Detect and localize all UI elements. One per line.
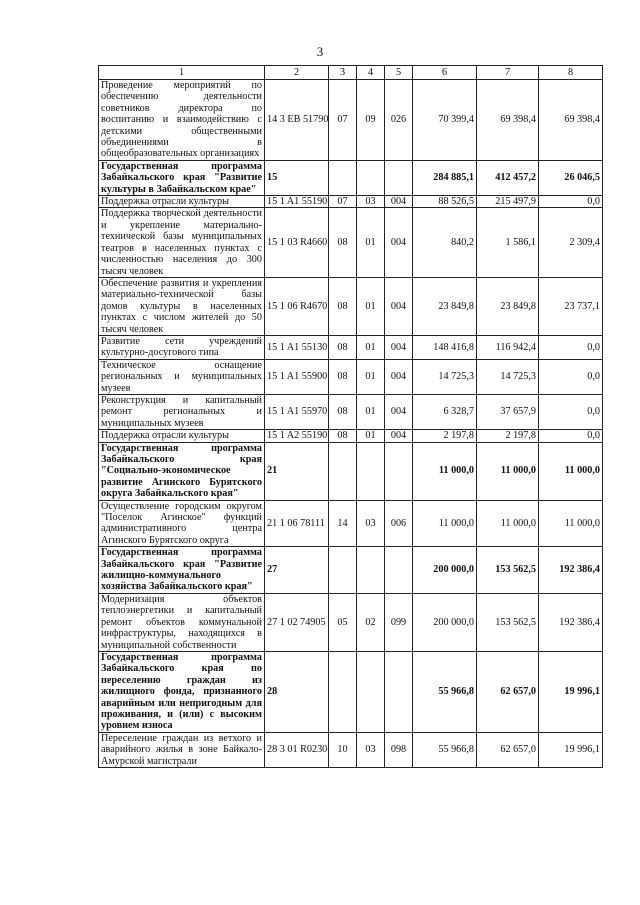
row-section-cell: 08 <box>329 394 357 429</box>
row-name-cell: Осуществление городским округом "Поселок Агинское" функций административного центра Агинского Бурятского округа <box>99 500 265 547</box>
row-name-cell: Государственная программа Забайкальского края "Развитие жилищно-коммунального хозяйства Забайкальского края" <box>99 547 265 594</box>
row-section-cell: 08 <box>329 359 357 394</box>
row-expense-type-cell: 004 <box>385 335 413 359</box>
table-row <box>99 160 603 195</box>
table-row <box>99 196 603 208</box>
row-expense-type-cell: 004 <box>385 208 413 277</box>
row-expense-type-cell: 099 <box>385 593 413 651</box>
row-expense-type-cell <box>385 160 413 195</box>
row-expense-type-cell: 004 <box>385 359 413 394</box>
row-section-cell <box>329 547 357 594</box>
row-value-cell: 215 497,9 <box>477 196 539 208</box>
row-section-cell: 08 <box>329 430 357 442</box>
row-code-cell: 15 1 A2 55190 <box>265 430 329 442</box>
table-row <box>99 277 603 335</box>
row-name-cell: Развитие сети учреждений культурно-досугового типа <box>99 335 265 359</box>
table-row <box>99 335 603 359</box>
column-header: 2 <box>265 66 329 80</box>
row-code-cell: 15 1 A1 55190 <box>265 196 329 208</box>
row-value-cell: 19 996,1 <box>539 732 603 767</box>
row-value-cell: 14 725,3 <box>413 359 477 394</box>
row-code-cell: 27 <box>265 547 329 594</box>
row-code-cell: 15 1 06 R4670 <box>265 277 329 335</box>
row-expense-type-cell <box>385 651 413 732</box>
row-name-cell: Поддержка творческой деятельности и укрепление материально-технической базы муниципальных театров в населенных пунктах с численностью населения до 300 тысяч человек <box>99 208 265 277</box>
row-subsection-cell <box>357 547 385 594</box>
row-expense-type-cell: 004 <box>385 277 413 335</box>
row-name-cell: Обеспечение развития и укрепления материально-технической базы домов культуры в населенных пунктах с числом жителей до 50 тысяч человек <box>99 277 265 335</box>
row-section-cell: 10 <box>329 732 357 767</box>
row-value-cell: 37 657,9 <box>477 394 539 429</box>
table-row <box>99 593 603 651</box>
row-section-cell: 05 <box>329 593 357 651</box>
table-row <box>99 500 603 547</box>
row-name-cell: Реконструкция и капитальный ремонт региональных и муниципальных музеев <box>99 394 265 429</box>
row-expense-type-cell: 098 <box>385 732 413 767</box>
row-value-cell: 0,0 <box>539 394 603 429</box>
row-name-cell: Государственная программа Забайкальского края "Развитие культуры в Забайкальском крае" <box>99 160 265 195</box>
row-section-cell <box>329 160 357 195</box>
row-value-cell: 55 966,8 <box>413 732 477 767</box>
row-value-cell: 2 197,8 <box>477 430 539 442</box>
row-value-cell: 11 000,0 <box>539 500 603 547</box>
row-expense-type-cell: 004 <box>385 430 413 442</box>
row-name-cell: Поддержка отрасли культуры <box>99 196 265 208</box>
row-name-cell: Проведение мероприятий по обеспечению деятельности советников директора по воспитанию и взаимодействию с детскими общественными объединениями в общеобразовательных организациях <box>99 80 265 161</box>
table-row <box>99 547 603 594</box>
row-value-cell: 200 000,0 <box>413 547 477 594</box>
column-header: 4 <box>357 66 385 80</box>
row-name-cell: Поддержка отрасли культуры <box>99 430 265 442</box>
row-subsection-cell <box>357 442 385 500</box>
row-value-cell: 11 000,0 <box>413 500 477 547</box>
row-code-cell: 21 <box>265 442 329 500</box>
row-value-cell: 62 657,0 <box>477 732 539 767</box>
row-value-cell: 26 046,5 <box>539 160 603 195</box>
row-code-cell: 14 3 EB 51790 <box>265 80 329 161</box>
row-value-cell: 153 562,5 <box>477 593 539 651</box>
row-section-cell <box>329 651 357 732</box>
row-value-cell: 69 398,4 <box>477 80 539 161</box>
row-value-cell: 23 849,8 <box>413 277 477 335</box>
row-code-cell: 21 1 06 78111 <box>265 500 329 547</box>
row-code-cell: 27 1 02 74905 <box>265 593 329 651</box>
row-expense-type-cell <box>385 442 413 500</box>
table-row <box>99 80 603 161</box>
row-subsection-cell: 09 <box>357 80 385 161</box>
row-section-cell: 14 <box>329 500 357 547</box>
page-number: 3 <box>316 44 324 59</box>
table-row <box>99 359 603 394</box>
column-header: 8 <box>539 66 603 80</box>
row-section-cell <box>329 442 357 500</box>
row-value-cell: 1 586,1 <box>477 208 539 277</box>
row-value-cell: 11 000,0 <box>413 442 477 500</box>
row-name-cell: Государственная программа Забайкальского края по переселению граждан из жилищного фонда, признанного аварийным или непригодным для проживания, и (или) с высоким уровнем износа <box>99 651 265 732</box>
table-row <box>99 651 603 732</box>
row-code-cell: 15 1 A1 55130 <box>265 335 329 359</box>
row-value-cell: 840,2 <box>413 208 477 277</box>
row-subsection-cell <box>357 651 385 732</box>
row-name-cell: Переселение граждан из ветхого и аварийного жилья в зоне Байкало-Амурской магистрали <box>99 732 265 767</box>
row-value-cell: 88 526,5 <box>413 196 477 208</box>
row-subsection-cell: 01 <box>357 359 385 394</box>
row-value-cell: 19 996,1 <box>539 651 603 732</box>
table-row <box>99 208 603 277</box>
row-section-cell: 07 <box>329 80 357 161</box>
row-value-cell: 69 398,4 <box>539 80 603 161</box>
row-value-cell: 11 000,0 <box>477 442 539 500</box>
table-row <box>99 394 603 429</box>
row-name-cell: Модернизация объектов теплоэнергетики и капитальный ремонт объектов коммунальной инфраструктуры, находящихся в муниципальной собственности <box>99 593 265 651</box>
row-subsection-cell: 01 <box>357 394 385 429</box>
row-value-cell: 2 197,8 <box>413 430 477 442</box>
row-subsection-cell: 01 <box>357 335 385 359</box>
row-subsection-cell: 03 <box>357 732 385 767</box>
row-section-cell: 08 <box>329 335 357 359</box>
row-expense-type-cell: 006 <box>385 500 413 547</box>
row-value-cell: 192 386,4 <box>539 593 603 651</box>
row-code-cell: 15 1 A1 55900 <box>265 359 329 394</box>
row-value-cell: 192 386,4 <box>539 547 603 594</box>
row-subsection-cell: 02 <box>357 593 385 651</box>
table-row <box>99 430 603 442</box>
row-subsection-cell: 01 <box>357 277 385 335</box>
row-value-cell: 0,0 <box>539 335 603 359</box>
row-name-cell: Государственная программа Забайкальского края "Социально-экономическое развитие Агинского Бурятского округа Забайкальского края" <box>99 442 265 500</box>
column-header: 5 <box>385 66 413 80</box>
row-value-cell: 0,0 <box>539 196 603 208</box>
row-value-cell: 14 725,3 <box>477 359 539 394</box>
row-code-cell: 15 1 A1 55970 <box>265 394 329 429</box>
row-value-cell: 0,0 <box>539 430 603 442</box>
row-section-cell: 08 <box>329 277 357 335</box>
table-header-row <box>99 66 603 80</box>
column-header: 1 <box>99 66 265 80</box>
row-expense-type-cell <box>385 547 413 594</box>
row-value-cell: 55 966,8 <box>413 651 477 732</box>
row-value-cell: 0,0 <box>539 359 603 394</box>
row-expense-type-cell: 004 <box>385 394 413 429</box>
row-value-cell: 200 000,0 <box>413 593 477 651</box>
row-code-cell: 28 3 01 R0230 <box>265 732 329 767</box>
row-code-cell: 15 1 03 R4660 <box>265 208 329 277</box>
row-value-cell: 284 885,1 <box>413 160 477 195</box>
row-value-cell: 153 562,5 <box>477 547 539 594</box>
row-value-cell: 116 942,4 <box>477 335 539 359</box>
row-value-cell: 148 416,8 <box>413 335 477 359</box>
row-expense-type-cell: 004 <box>385 196 413 208</box>
table-row <box>99 442 603 500</box>
row-expense-type-cell: 026 <box>385 80 413 161</box>
row-subsection-cell: 01 <box>357 208 385 277</box>
row-code-cell: 15 <box>265 160 329 195</box>
row-section-cell: 07 <box>329 196 357 208</box>
row-subsection-cell: 01 <box>357 430 385 442</box>
row-value-cell: 23 849,8 <box>477 277 539 335</box>
row-value-cell: 412 457,2 <box>477 160 539 195</box>
row-value-cell: 6 328,7 <box>413 394 477 429</box>
table-row <box>99 732 603 767</box>
row-value-cell: 23 737,1 <box>539 277 603 335</box>
row-subsection-cell: 03 <box>357 196 385 208</box>
row-value-cell: 11 000,0 <box>539 442 603 500</box>
row-value-cell: 62 657,0 <box>477 651 539 732</box>
column-header: 7 <box>477 66 539 80</box>
column-header: 3 <box>329 66 357 80</box>
row-code-cell: 28 <box>265 651 329 732</box>
budget-table <box>98 65 603 768</box>
table-body <box>99 80 603 768</box>
row-value-cell: 11 000,0 <box>477 500 539 547</box>
row-value-cell: 70 399,4 <box>413 80 477 161</box>
column-header: 6 <box>413 66 477 80</box>
row-section-cell: 08 <box>329 208 357 277</box>
row-subsection-cell <box>357 160 385 195</box>
row-name-cell: Техническое оснащение региональных и муниципальных музеев <box>99 359 265 394</box>
row-subsection-cell: 03 <box>357 500 385 547</box>
row-value-cell: 2 309,4 <box>539 208 603 277</box>
